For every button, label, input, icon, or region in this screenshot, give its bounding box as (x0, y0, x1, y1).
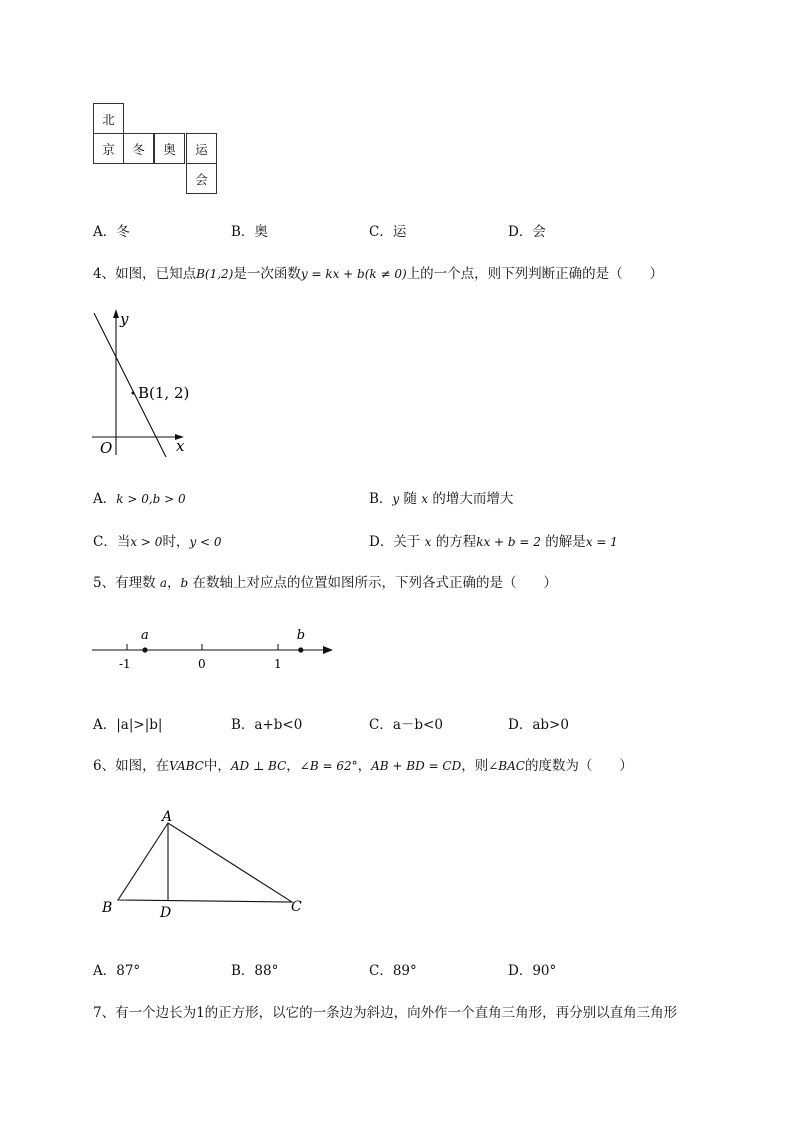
q4-option-d-math3: x = 1 (585, 535, 618, 549)
q6-triangle-abc (118, 823, 292, 902)
q5-axis-arrow (323, 646, 333, 654)
q4-option-b-math: y (392, 492, 400, 506)
q4-option-d[interactable] (369, 530, 618, 550)
q4-option-b-label: B． (369, 491, 393, 507)
net-cell-hui: 会 (186, 163, 217, 194)
q6-label-c: C (291, 899, 302, 915)
q4-point-b (132, 392, 135, 395)
q4-y-arrow (113, 309, 119, 318)
q4-suffix: 上的一个点，则下列判断正确的是（ ） (406, 266, 664, 282)
q3-option-b[interactable]: B．奥 (231, 224, 268, 240)
q4-function: y = kx + b(k ≠ 0) (300, 267, 407, 281)
q6-triangle-figure (95, 805, 315, 925)
q5-tick-label-neg1: -1 (119, 657, 131, 671)
q4-question (93, 262, 663, 282)
q4-point: B(1,2) (196, 267, 234, 281)
q4-option-c-math2: y < 0 (189, 535, 222, 549)
q4-option-b[interactable] (369, 487, 513, 507)
net-cell-jing: 京 (93, 133, 124, 164)
q5-var-b: b (180, 576, 189, 590)
net-cell-dong: 冬 (123, 133, 154, 164)
q4-x-label: x (176, 437, 185, 455)
q4-option-d-label: D．关于 (369, 534, 421, 550)
q4-prefix: 4、如图，已知点 (93, 266, 197, 282)
q5-var-a: a (159, 576, 168, 590)
q4-option-a-label: A． (93, 491, 117, 507)
q4-option-c-label: C．当 (93, 534, 131, 550)
net-cell-yun: 运 (186, 133, 217, 164)
q4-option-a-math: k > 0,b > 0 (116, 492, 186, 506)
q6-label-b: B (102, 900, 113, 916)
net-cell-bei: 北 (93, 103, 124, 134)
q5-point-b (298, 647, 303, 652)
q5-point-a-label: a (141, 628, 149, 643)
q6-cond2: ∠B = 62° (299, 759, 358, 773)
q6-cond3: AB + BD = CD (371, 759, 462, 773)
q6-angle: ∠BAC (488, 759, 525, 773)
q7-question: 7、有一个边长为1的正方形，以它的一条边为斜边，向外作一个直角三角形，再分别以直角三角形 (93, 1005, 678, 1021)
q4-option-d-text2: 的解是 (545, 534, 586, 550)
q4-option-d-math: x (424, 535, 432, 549)
q5-option-c[interactable]: C．a－b<0 (369, 717, 443, 733)
q5-tick-label-1: 1 (274, 657, 282, 671)
q4-option-c-math: x > 0 (130, 535, 163, 549)
q5-suffix: 在数轴上对应点的位置如图所示，下列各式正确的是（ ） (192, 575, 558, 591)
q5-point-b-label: b (296, 628, 306, 643)
q4-option-a[interactable] (93, 487, 186, 507)
q5-comma: ， (167, 575, 181, 591)
q4-option-c[interactable] (93, 530, 222, 550)
q6-triangle: VABC (169, 759, 204, 773)
q4-y-label: y (120, 310, 129, 328)
q5-point-a (142, 647, 147, 652)
q4-origin-label: O (100, 439, 113, 457)
q5-option-d[interactable]: D．ab>0 (508, 717, 569, 733)
q3-option-a[interactable]: A．冬 (93, 224, 130, 240)
q5-question (93, 571, 557, 591)
q4-point-label: B(1, 2) (138, 384, 190, 402)
net-cell-ao: 奥 (154, 133, 185, 164)
q3-option-d[interactable]: D．会 (508, 224, 546, 240)
q4-option-b-text2: 的增大而增大 (432, 491, 514, 507)
q4-option-b-text: 随 (403, 491, 417, 507)
q6-label-d: D (160, 905, 172, 921)
q5-option-a[interactable]: A．|a|>|b| (93, 717, 163, 733)
q3-option-c[interactable]: C．运 (369, 224, 407, 240)
q5-prefix: 5、有理数 (93, 575, 156, 591)
q4-option-c-text: 时， (162, 534, 190, 550)
q6-option-b[interactable]: B．88° (231, 963, 279, 979)
q4-graph (88, 305, 198, 463)
q6-sep2: ， (357, 758, 372, 774)
q6-sep1: ， (286, 758, 300, 774)
q4-middle: 是一次函数 (233, 266, 301, 282)
q6-prefix: 6、如图，在 (93, 758, 170, 774)
q6-text1: 中， (203, 758, 231, 774)
q6-cond1: AD ⊥ BC (230, 759, 287, 773)
q6-text2: ，则 (461, 758, 489, 774)
q6-label-a: A (162, 809, 173, 825)
q6-suffix: 的度数为（ ） (524, 758, 633, 774)
q4-option-b-math2: x (421, 492, 429, 506)
q4-option-d-math2: kx + b = 2 (476, 535, 541, 549)
q6-question (93, 754, 633, 774)
q6-option-c[interactable]: C．89° (369, 963, 417, 979)
q6-option-d[interactable]: D．90° (508, 963, 557, 979)
q6-option-a[interactable]: A．87° (93, 963, 141, 979)
q5-tick-label-0: 0 (198, 657, 206, 671)
q4-option-d-text: 的方程 (435, 534, 477, 550)
q5-option-b[interactable]: B．a+b<0 (231, 717, 303, 733)
q5-number-line (88, 622, 338, 674)
